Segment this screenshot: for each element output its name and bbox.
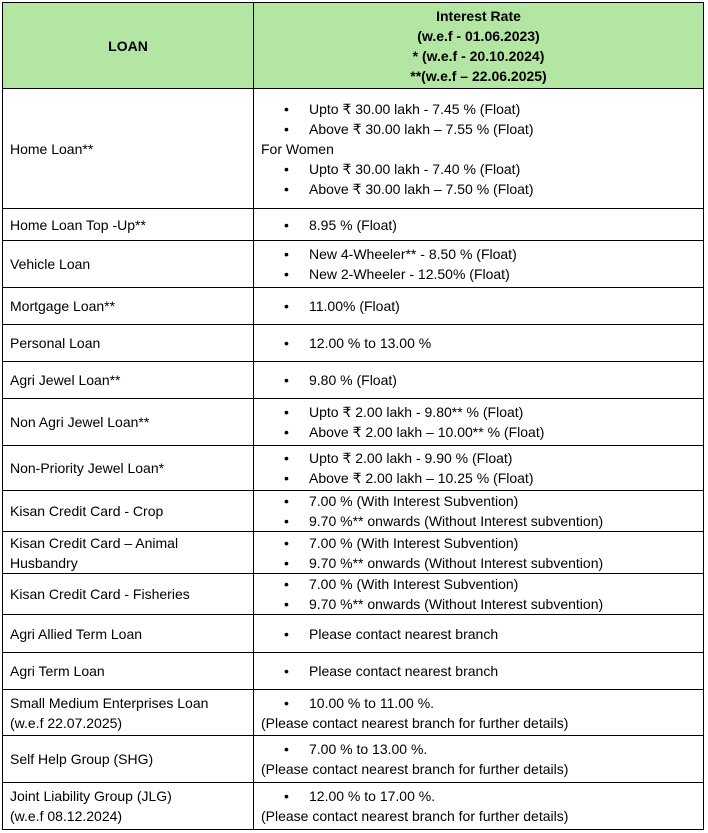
loan-name-cell: [3, 615, 254, 653]
table-row: [3, 736, 704, 783]
loan-name: Non-Priority Jewel Loan*: [10, 460, 165, 476]
header-line: **(w.e.f – 22.06.2025): [410, 67, 547, 84]
rate-bullet-item: • Upto ₹ 30.00 lakh - 7.40 % (Float): [284, 159, 703, 179]
table-row: [3, 89, 704, 209]
header-line: Interest Rate: [436, 7, 521, 24]
rate-bullet-item: • 7.00 % (With Interest Subvention): [284, 574, 703, 594]
rate-bullet-item: • Above ₹ 2.00 lakh – 10.00** % (Float): [284, 422, 703, 442]
loan-name-cell: [3, 362, 254, 399]
interest-rate-cell: [254, 532, 704, 574]
rate-bullet-item: • Upto ₹ 2.00 lakh - 9.80** % (Float): [284, 402, 703, 422]
rate-bullet-item: • 9.70 %** onwards (Without Interest subvention): [284, 594, 703, 614]
loan-name-cell: [3, 783, 254, 830]
rate-bullet-item: • 8.95 % (Float): [284, 215, 703, 235]
rate-note: (Please contact nearest branch for further details): [261, 808, 569, 824]
rate-bullet-item: • Upto ₹ 2.00 lakh - 9.90 % (Float): [284, 448, 703, 468]
loan-name: Agri Term Loan: [10, 663, 105, 679]
interest-rate-cell: [254, 615, 704, 653]
rate-bullet-item: • 9.80 % (Float): [284, 370, 703, 390]
table-row: [3, 783, 704, 830]
interest-rate-cell: [254, 446, 704, 491]
loan-name: Joint Liability Group (JLG): [10, 788, 172, 804]
rate-bullet-item: • 7.00 % (With Interest Subvention): [284, 533, 703, 553]
loan-name-cell: [3, 288, 254, 325]
rate-bullet-item: • 11.00% (Float): [284, 296, 703, 316]
header-row: [3, 3, 704, 89]
loan-name: (w.e.f 22.07.2025): [10, 714, 123, 731]
loan-name-cell: [3, 399, 254, 446]
rate-bullet-item: • 7.00 % to 13.00 %.: [284, 739, 703, 759]
interest-rate-cell: [254, 783, 704, 830]
interest-rate-cell: [254, 690, 704, 736]
rate-bullet-item: • Upto ₹ 30.00 lakh - 7.45 % (Float): [284, 99, 703, 119]
rate-bullet-item: • New 2-Wheeler - 12.50% (Float): [284, 264, 703, 284]
interest-rate-cell: [254, 241, 704, 288]
rate-bullet-item: • 7.00 % (With Interest Subvention): [284, 491, 703, 511]
interest-rate-cell: [254, 491, 704, 532]
loan-name-cell: [3, 736, 254, 783]
loan-name: Kisan Credit Card - Crop: [10, 503, 164, 519]
rate-bullet-item: • Above ₹ 30.00 lakh – 7.55 % (Float): [284, 119, 703, 139]
table-row: [3, 325, 704, 362]
table-row: [3, 653, 704, 690]
rate-note: (Please contact nearest branch for further details): [261, 714, 569, 731]
rate-bullet-item: • 9.70 %** onwards (Without Interest subvention): [284, 511, 703, 531]
loan-name: Kisan Credit Card - Fisheries: [10, 586, 190, 602]
interest-rate-cell: [254, 736, 704, 783]
loan-name: Agri Allied Term Loan: [10, 625, 143, 642]
loan-name-cell: [3, 241, 254, 288]
rate-bullet-item: • Above ₹ 2.00 lakh – 10.25 % (Float): [284, 468, 703, 488]
loan-name-cell: [3, 653, 254, 690]
loan-name: Self Help Group (SHG): [10, 751, 154, 767]
loan-name-cell: [3, 209, 254, 241]
interest-rate-cell: [254, 325, 704, 362]
table-row: [3, 241, 704, 288]
rate-bullet-item: • 10.00 % to 11.00 %.: [284, 693, 703, 713]
table-row: [3, 446, 704, 491]
table-row: [3, 399, 704, 446]
rate-bullet-item: • 12.00 % to 13.00 %: [284, 333, 703, 353]
table-row: [3, 690, 704, 736]
rate-bullet-item: • New 4-Wheeler** - 8.50 % (Float): [284, 244, 703, 264]
loan-name: Non Agri Jewel Loan**: [10, 414, 150, 430]
table-row: [3, 532, 704, 574]
loan-interest-rate-table: [2, 2, 704, 830]
table-row: [3, 574, 704, 615]
loan-name-cell: [3, 532, 254, 574]
loan-name-cell: [3, 574, 254, 615]
interest-rate-cell: [254, 89, 704, 209]
interest-rate-cell: [254, 574, 704, 615]
loan-column-header: LOAN: [3, 3, 254, 89]
loan-name-cell: [3, 491, 254, 532]
rate-bullet-item: • 12.00 % to 17.00 %.: [284, 786, 703, 806]
header-line: (w.e.f - 01.06.2023): [417, 27, 540, 44]
rate-bullet-item: • Above ₹ 30.00 lakh – 7.50 % (Float): [284, 179, 703, 199]
loan-name-cell: [3, 446, 254, 491]
rate-bullet-item: • 9.70 %** onwards (Without Interest subvention): [284, 553, 703, 573]
loan-name: Mortgage Loan**: [10, 298, 116, 314]
interest-rate-cell: [254, 653, 704, 690]
table-row: [3, 491, 704, 532]
table-row: [3, 209, 704, 241]
rate-bullet-item: • Please contact nearest branch: [284, 661, 703, 681]
loan-name-cell: [3, 325, 254, 362]
loan-name-cell: [3, 89, 254, 209]
header-line: * (w.e.f - 20.10.2024): [412, 47, 545, 64]
interest-rate-cell: [254, 362, 704, 399]
loan-name: (w.e.f 08.12.2024): [10, 808, 123, 824]
rate-note: (Please contact nearest branch for further details): [261, 761, 569, 777]
rate-bullet-item: • Please contact nearest branch: [284, 624, 703, 644]
loan-name: Vehicle Loan: [10, 256, 91, 272]
rate-subheading: For Women: [261, 140, 334, 157]
table-row: [3, 288, 704, 325]
interest-rate-cell: [254, 288, 704, 325]
loan-name-cell: [3, 690, 254, 736]
loan-name: Agri Jewel Loan**: [10, 372, 121, 388]
interest-rate-cell: [254, 209, 704, 241]
loan-name: Personal Loan: [10, 335, 101, 351]
loan-name: Home Loan Top -Up**: [10, 216, 146, 233]
loan-name: Husbandry: [10, 554, 78, 571]
loan-name: Small Medium Enterprises Loan: [10, 694, 209, 711]
interest-rate-cell: [254, 399, 704, 446]
loan-name: Home Loan**: [10, 140, 94, 157]
table-row: [3, 362, 704, 399]
interest-rate-column-header: [254, 3, 704, 89]
loan-name: Kisan Credit Card – Animal: [10, 534, 179, 551]
table-row: [3, 615, 704, 653]
